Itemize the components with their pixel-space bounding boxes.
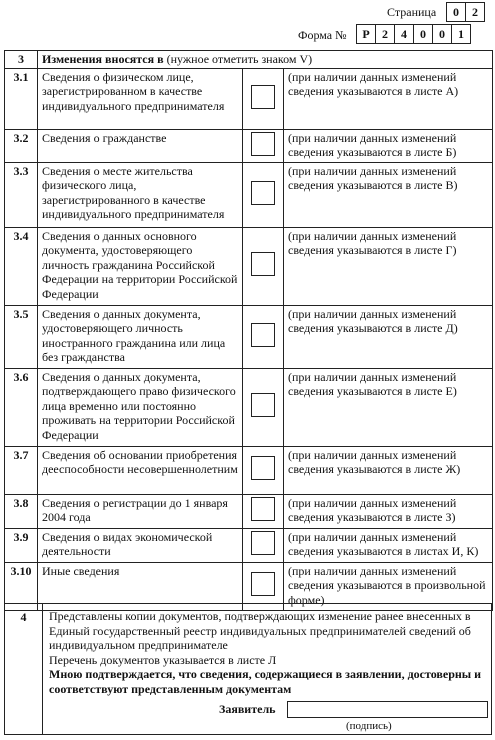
- table-row: [5, 528, 493, 562]
- row-note: (при наличии данных изменений сведения указываются в листе А): [284, 68, 493, 129]
- table-row: [5, 68, 493, 129]
- checkbox[interactable]: [251, 497, 275, 521]
- row-number: 3.9: [5, 528, 38, 562]
- table-row: [5, 162, 493, 227]
- row-note: (при наличии данных изменений сведения указываются в произвольной форме): [284, 562, 493, 610]
- page-label: Страница: [387, 5, 437, 19]
- checkbox[interactable]: [251, 132, 275, 156]
- row-text: Сведения о видах экономической деятельности: [38, 528, 243, 562]
- row-number: 3.4: [5, 227, 38, 305]
- form-label: Форма №: [298, 28, 347, 42]
- row-number: 3.6: [5, 368, 38, 446]
- row-note: (при наличии данных изменений сведения указываются в листе Б): [284, 129, 493, 162]
- signature-block: [49, 697, 485, 733]
- row-note: (при наличии данных изменений сведения указываются в листе Д): [284, 305, 493, 368]
- section-3-title-note: (нужное отметить знаком V): [163, 52, 313, 66]
- section-3-header-row: [5, 51, 493, 69]
- row-number: 3.3: [5, 162, 38, 227]
- checkbox[interactable]: [251, 531, 275, 555]
- signature-field[interactable]: [287, 701, 488, 718]
- form-digit-cell: Р: [356, 24, 376, 44]
- form-digit-cell: 2: [375, 24, 395, 44]
- row-text: Сведения о данных документа, подтверждающего право физического лица временно или постоянно проживать на территории Российской Федерации: [38, 368, 243, 446]
- checkbox[interactable]: [251, 85, 275, 109]
- row-note: (при наличии данных изменений сведения указываются в листе Г): [284, 227, 493, 305]
- applicant-label: Заявитель: [219, 701, 276, 716]
- form-digit-cell: 0: [413, 24, 433, 44]
- section-4-body: [49, 609, 485, 733]
- section-4: [4, 603, 492, 735]
- signature-caption: (подпись): [346, 719, 392, 732]
- row-text: Сведения о физическом лице, зарегистрированном в качестве индивидуального предпринимателя: [38, 68, 243, 129]
- form-digit-cell: 0: [432, 24, 452, 44]
- table-row: [5, 494, 493, 528]
- row-number: 3.1: [5, 68, 38, 129]
- form-digit-cell: 4: [394, 24, 414, 44]
- row-note: (при наличии данных изменений сведения указываются в листе З): [284, 494, 493, 528]
- row-note: (при наличии данных изменений сведения указываются в листе Ж): [284, 446, 493, 494]
- row-text: Сведения о данных основного документа, удостоверяющего личность гражданина Российской Федерации на территории Российской Федерации: [38, 227, 243, 305]
- changes-table: [4, 50, 493, 611]
- documents-statement: Представлены копии документов, подтверждающих изменение ранее внесенных в Единый государственный реестр индивидуальных предпринимателей сведений об индивидуальном предпринимателе: [49, 609, 471, 653]
- documents-list-note: Перечень документов указывается в листе Л: [49, 652, 277, 667]
- row-text: Иные сведения: [38, 562, 243, 610]
- checkbox[interactable]: [251, 323, 275, 347]
- row-number: 3.7: [5, 446, 38, 494]
- table-row: [5, 368, 493, 446]
- row-note: (при наличии данных изменений сведения указываются в листе Е): [284, 368, 493, 446]
- row-text: Сведения об основании приобретения дееспособности несовершеннолетним: [38, 446, 243, 494]
- row-note: (при наличии данных изменений сведения указываются в листах И, К): [284, 528, 493, 562]
- section-number: 4: [5, 604, 43, 734]
- table-row: [5, 129, 493, 162]
- row-text: Сведения о данных документа, удостоверяющего личность иностранного гражданина или лица без гражданства: [38, 305, 243, 368]
- confirmation-statement: Мною подтверждается, что сведения, содержащиеся в заявлении, достоверны и соответствуют представленным документам: [49, 667, 482, 696]
- row-number: 3.8: [5, 494, 38, 528]
- checkbox[interactable]: [251, 252, 275, 276]
- page-digit-cell: 0: [446, 2, 466, 22]
- table-row: [5, 446, 493, 494]
- page-digit-cell: 2: [465, 2, 485, 22]
- form-digit-cell: 1: [451, 24, 471, 44]
- section-3-title-bold: Изменения вносятся в: [42, 52, 164, 66]
- row-number: 3.2: [5, 129, 38, 162]
- section-number: 3: [5, 51, 38, 69]
- page-header: [0, 0, 495, 48]
- row-number: 3.10: [5, 562, 38, 610]
- row-note: (при наличии данных изменений сведения указываются в листе В): [284, 162, 493, 227]
- checkbox[interactable]: [251, 181, 275, 205]
- row-text: Сведения о месте жительства физического лица, зарегистрированного в качестве индивидуального предпринимателя: [38, 162, 243, 227]
- row-number: 3.5: [5, 305, 38, 368]
- page-number-cells: [447, 2, 485, 22]
- form-number-cells: [357, 24, 471, 44]
- checkbox[interactable]: [251, 572, 275, 596]
- row-text: Сведения о регистрации до 1 января 2004 года: [38, 494, 243, 528]
- checkbox[interactable]: [251, 393, 275, 417]
- section-3-title: [38, 51, 493, 69]
- table-row: [5, 305, 493, 368]
- row-text: Сведения о гражданстве: [38, 129, 243, 162]
- checkbox[interactable]: [251, 456, 275, 480]
- table-row: [5, 227, 493, 305]
